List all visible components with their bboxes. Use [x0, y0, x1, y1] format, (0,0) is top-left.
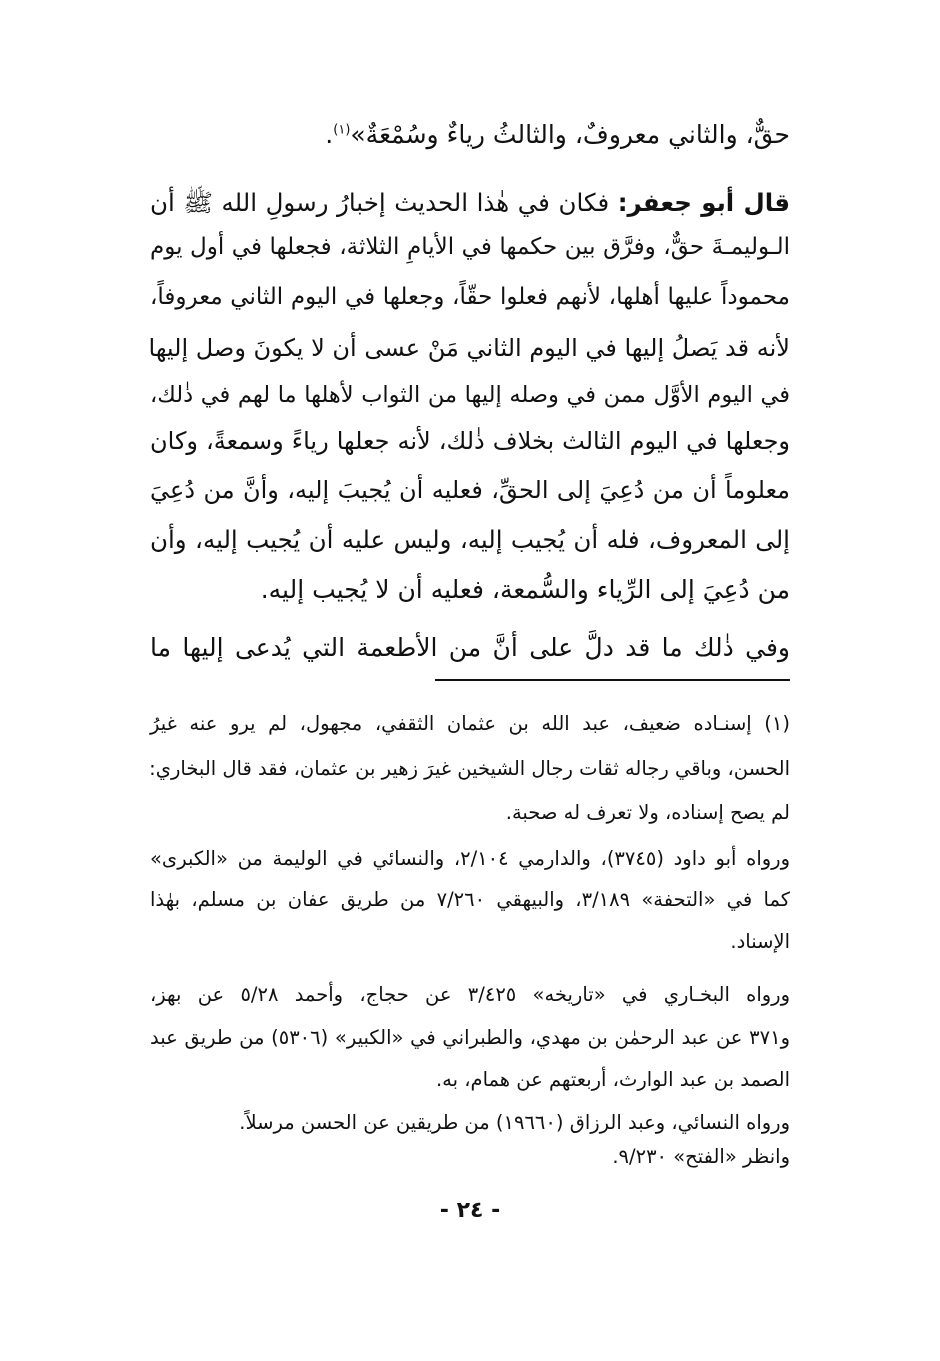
main-text-line: الـوليمـةَ حقٌّ، وفرَّق بين حكمها في الأيامِ الثلاثة، فجعلها في أول يوم [150, 234, 790, 260]
footnote-line: وانظر «الفتح» ٩/٢٣٠. [612, 1145, 790, 1168]
footnote-line: و٣٧١ عن عبد الرحمٰن بن مهدي، والطبراني في «الكبير» (٥٣٠٦) من طريق عبد [150, 1026, 790, 1049]
main-text-segment: . [325, 120, 334, 149]
main-text-line: وفي ذٰلك ما قد دلَّ على أنَّ من الأطعمة التي يُدعى إليها ما [150, 633, 790, 662]
footnote-reference: (١) [333, 122, 351, 138]
main-text-line: في اليوم الأوَّل ممن في وصله إليها من الثواب لأهلها ما لهم في ذٰلك، [150, 382, 790, 408]
main-text-line [150, 115, 790, 155]
footnote-line: ورواه أبو داود (٣٧٤٥)، والدارمي ٢/١٠٤، والنسائي في الوليمة من «الكبرى» [150, 847, 790, 870]
footnote-line: ورواه النسائي، وعبد الرزاق (١٩٦٦٠) من طريقين عن الحسن مرسلاً. [239, 1111, 790, 1134]
footnote-line: ورواه البخـاري في «تاريخه» ٣/٤٢٥ عن حجاج، وأحمد ٥/٢٨ عن بهز، [150, 983, 790, 1006]
footnote-line: الصمد بن عبد الوارث، أربعتهم عن همام، به. [435, 1068, 790, 1091]
footnote-line: الإسناد. [730, 930, 790, 953]
footnote-line: كما في «التحفة» ٣/١٨٩، والبيهقي ٧/٢٦٠ من طريق عفان بن مسلم، بهٰذا [150, 888, 791, 911]
main-text-line: محموداً عليها أهلها، لأنهم فعلوا حقّاً، وجعلها في اليوم الثاني معروفاً، [150, 284, 790, 310]
page-number: - ٢٤ - [439, 1198, 501, 1223]
main-text-line: من دُعِيَ إلى الرِّياء والسُّمعة، فعليه أن لا يُجيب إليه. [260, 575, 790, 604]
footnote-separator [435, 679, 790, 681]
main-text-line: معلوماً أن من دُعِيَ إلى الحقِّ، فعليه أن يُجيبَ إليه، وأنَّ من دُعِيَ [150, 476, 790, 504]
author-lead: قال أبو جعفر: [617, 188, 790, 217]
footnote-line: لم يصح إسناده، ولا تعرف له صحبة. [505, 801, 790, 824]
main-text-line: وجعلها في اليوم الثالث بخلاف ذٰلك، لأنه جعلها رياءً وسمعةً، وكان [150, 427, 790, 455]
main-text-segment: حقٌّ، والثاني معروفٌ، والثالثُ رياءٌ وسُمْعَةٌ» [350, 120, 790, 149]
main-text-segment: فكان في هٰذا الحديث إخبارُ رسولِ الله ﷺ أن [150, 188, 610, 217]
main-text-line: لأنه قد يَصلُ إليها في اليوم الثاني مَنْ عسى أن لا يكونَ وصل إليها [148, 334, 790, 362]
footnote-line: (١) إسنـاده ضعيف، عبد الله بن عثمان الثقفي، مجهول، لم يرو عنه غيرُ [150, 712, 790, 735]
main-text-line [150, 183, 790, 223]
footnote-line: الحسن، وباقي رجاله ثقات رجال الشيخين غيرَ زهير بن عثمان، فقد قال البخاري: [149, 757, 790, 780]
main-text-line: إلى المعروف، فله أن يُجيب إليه، وليس عليه أن يُجيب إليه، وأن [150, 525, 790, 554]
